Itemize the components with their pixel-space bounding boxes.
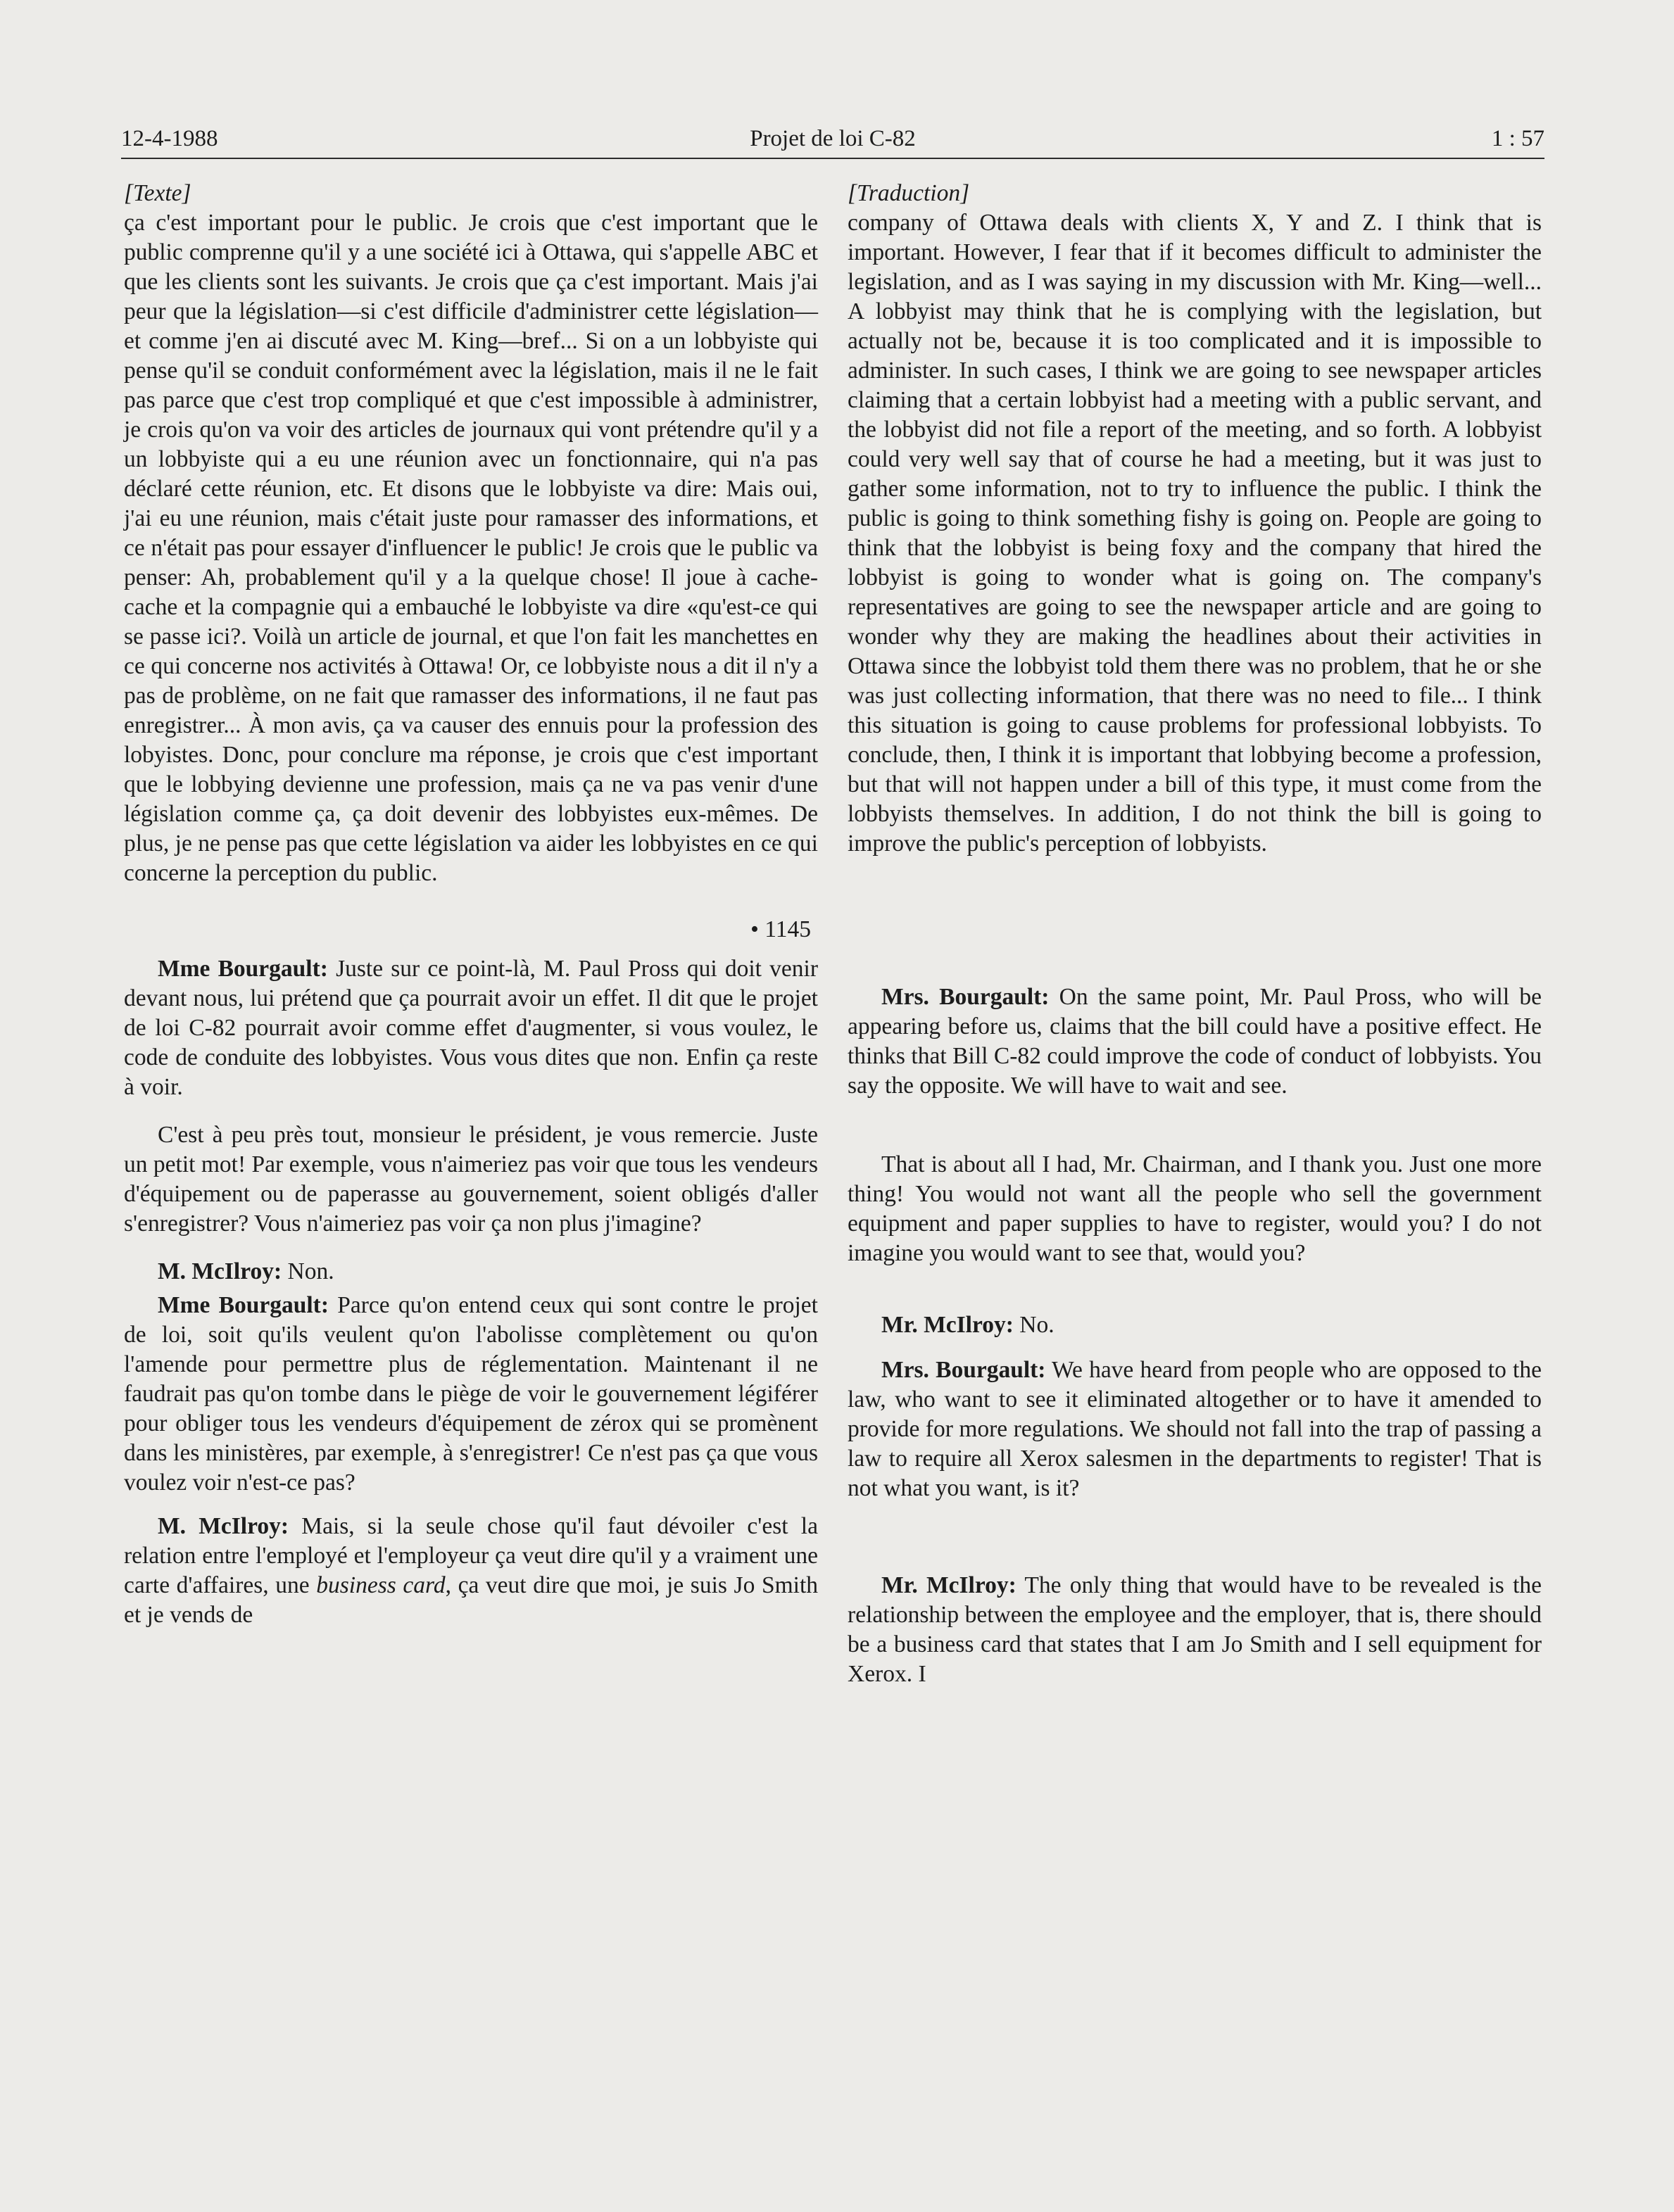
paragraph	[848, 1571, 1542, 1689]
time-stamp: • 1145	[750, 916, 811, 942]
paragraph: company of Ottawa deals with clients X, Y and Z. I think that is important. However, I fear that if it becomes difficult to administer the legislation, and as I was saying in my discussion with Mr. King—well... A lobbyist may think that he is complying with the legislation, but actually not be, because it is too complicated and it is impossible to administer. In such cases, I think we are going to see newspaper articles claiming that a certain lobbyist had a meeting with a public servant, and the lobbyist did not file a report of the meeting, and so forth. A lobbyist could very well say that of course he had a meeting, but it was just to gather some information, not to try to influence the public. I think the public is going to think something fishy is going on. People are going to think that the lobbyist is being foxy and the company that hired the lobbyist is going to wonder what is going on. The company's representatives are going to see the newspaper article and are going to wonder why they are making the headlines about their activities in Ottawa since the lobbyist told them there was no problem, that he or she was just collecting information, that there was no need to file... I think this situation is going to cause problems for professional lobbyists. To conclude, then, I think it is important that lobbying become a profession, but that will not happen under a bill of this type, it must come from the lobbyists themselves. In addition, I do not think the bill is going to improve the public's perception of lobbyists.	[848, 210, 1542, 857]
speaker-name: Mme Bourgault:	[158, 1292, 329, 1318]
header-page-number: 1 : 57	[1491, 126, 1544, 151]
page-header	[121, 121, 1544, 156]
paragraph	[124, 954, 818, 1102]
speech-text: No.	[1013, 1312, 1055, 1338]
speech-text: On the same point, Mr. Paul Pross, who will be appearing before us, claims that the bill could have a positive effect. He thinks that Bill C-82 could improve the code of conduct of lobbyists. You say the opposite. We will have to wait and see.	[848, 984, 1542, 1099]
speaker-name: Mme Bourgault:	[158, 956, 328, 982]
speaker-name: Mr. McIlroy:	[881, 1572, 1017, 1598]
speaker-name: M. McIlroy:	[158, 1258, 282, 1284]
french-column	[124, 179, 818, 1630]
paragraph: ça c'est important pour le public. Je crois que c'est important que le public comprenne qu'il y a une société ici à Ottawa, qui s'appelle ABC et que les clients sont les suivants. Je crois que ça c'est important. Mais j'ai peur que la législation—si c'est difficile d'administrer cette législation—et comme j'en ai discuté avec M. King—bref... Si on a un lobbyiste qui pense qu'il se conduit conformément avec la législation, mais il ne le fait pas parce que c'est trop compliqué et que c'est impossible à administrer, je crois qu'on va voir des articles de journaux qui vont prétendre qu'il y a un lobbyiste qui a eu une réunion avec un fonctionnaire, qui n'a pas déclaré cette réunion, etc. Et disons que le lobbyiste va dire: Mais oui, j'ai eu une réunion, mais c'était juste pour ramasser des informations, et ce n'était pas pour essayer d'influencer le public! Je crois que le public va penser: Ah, probablement qu'il y a la quelque chose! Il joue à cache-cache et la compagnie qui a embauché le lobbyiste va dire «qu'est-ce qui se passe ici?. Voilà un article de journal, et que l'on fait les manchettes en ce qui concerne nos activités à Ottawa! Or, ce lobbyiste nous a dit il n'y a pas de problème, on ne fait que ramasser des informations, il ne faut pas enregistrer... À mon avis, ça va causer des ennuis pour la profession des lobyistes. Donc, pour conclure ma réponse, je crois que c'est important que le lobbying devienne une profession, mais ça ne va pas venir d'une législation comme ça, ça doit devenir des lobbyistes eux-mêmes. De plus, je ne pense pas que cette législation va aider les lobbyistes en ce qui concerne la perception du public.	[124, 210, 818, 886]
speech-text: Juste sur ce point-là, M. Paul Pross qui doit venir devant nous, lui prétend que ça pourrait avoir un effet. Il dit que le projet de loi C-82 pourrait avoir comme effet d'augmenter, si vous voulez, le code de conduite des lobbyistes. Vous vous dites que non. Enfin ça reste à voir.	[124, 956, 818, 1100]
paragraph: That is about all I had, Mr. Chairman, and I thank you. Just one more thing! You would not want all the people who sell the government equipment and paper supplies to have to register, would you? I do not imagine you would want to see that, would you?	[848, 1151, 1542, 1266]
speech-text: Parce qu'on entend ceux qui sont contre le projet de loi, soit qu'ils veulent qu'on l'abolisse complètement ou qu'on l'amende pour permettre plus de réglementation. Maintenant il ne faudrait pas qu'on tombe dans le piège de voir le gouvernement légiférer pour obliger tous les vendeurs d'équipement de zérox qui se promènent dans les ministères, par exemple, à s'enregistrer! Ce n'est pas ça que vous voulez voir n'est-ce pas?	[124, 1292, 818, 1496]
paragraph	[848, 1310, 1542, 1340]
header-rule	[121, 158, 1544, 159]
speech-text: The only thing that would have to be revealed is the relationship between the employee and the employer, that is, there should be a business card that states that I am Jo Smith and I sell equipment for Xerox. I	[848, 1572, 1542, 1687]
english-column	[848, 179, 1542, 1689]
speech-text: We have heard from people who are opposed to the law, who want to see it eliminated altogether or to have it amended to provide for more regulations. We should not fall into the trap of passing a law to require all Xerox salesmen in the departments to register! That is not what you want, is it?	[848, 1357, 1542, 1501]
speaker-name: Mrs. Bourgault:	[881, 984, 1050, 1010]
paragraph	[848, 1355, 1542, 1503]
speech-text: Non.	[282, 1258, 334, 1284]
header-title: Projet de loi C-82	[750, 126, 916, 151]
speech-text: Mais, si la seule chose qu'il faut dévoiler c'est la relation entre l'employé et l'employeur ça veut dire qu'il y a vraiment une carte d'affaires, une	[124, 1513, 818, 1598]
paragraph	[124, 1257, 818, 1287]
speaker-name: Mrs. Bourgault:	[881, 1357, 1046, 1383]
italic-term: business card	[316, 1572, 446, 1598]
speaker-name: Mr. McIlroy:	[881, 1312, 1014, 1338]
speaker-name: M. McIlroy:	[158, 1513, 289, 1539]
header-date: 12-4-1988	[121, 126, 218, 151]
column-tag: [Traduction]	[848, 180, 970, 206]
paragraph	[124, 1512, 818, 1630]
paragraph	[848, 982, 1542, 1101]
paragraph	[124, 1291, 818, 1498]
paragraph: C'est à peu près tout, monsieur le président, je vous remercie. Juste un petit mot! Par exemple, vous n'aimeriez pas voir que tous les vendeurs d'équipement ou de paperasse au gouvernement, soient obligés d'aller s'enregistrer? Vous n'aimeriez pas voir ça non plus j'imagine?	[124, 1122, 818, 1237]
speech-text: , ça veut dire que moi, je suis Jo Smith et je vends de	[124, 1572, 818, 1628]
column-tag: [Texte]	[124, 180, 191, 206]
